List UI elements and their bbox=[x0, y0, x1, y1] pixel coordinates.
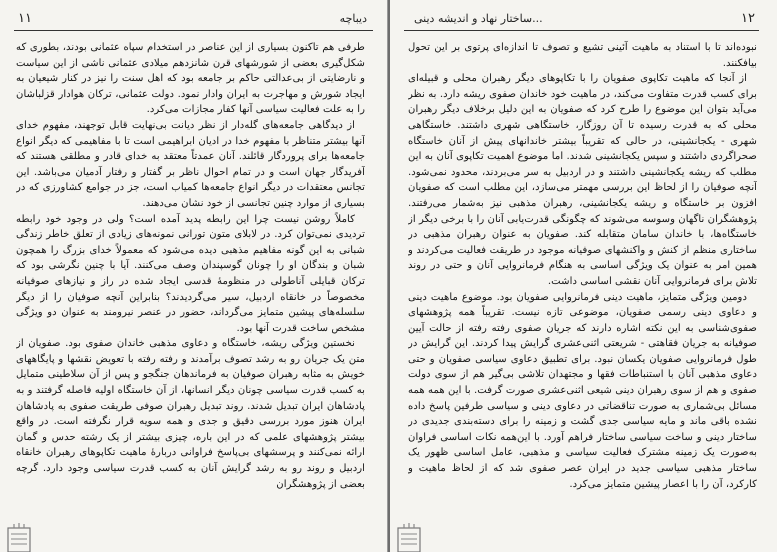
paragraph: نخستین ویژگی ریشه، خاستگاه و دعاوی مذهبی خاندان صفوی بود. صفویان از متن یک جریان رو به رشد تصوف برآمدند و رفته رفته با تعویض نقشها و پایگاههای خویش به مثابه رهبران صوفیان به فرماندهان جنگجو و پس از آن سلاطینی متمایل به کسب قدرت سیاسی چونان دیگر انسانها، از آن خاستگاه اولیه فاصله گرفتند و به پادشاهان ایران تبدیل شدند. روند تبدیل رهبران صوفی طریقت صفوی به پادشاهان ایران هنوز مورد بررسی دقیق و جدی و همه سویه قرار نگرفته است. در واقع بیشتر پژوهشهای علمی که در این باره، چیزی بیشتر از یک رشته حدس و گمان ارائه نمی‌کنند و پرسشهای بی‌پاسخ فراوانی دربارهٔ ماهیت تکاپوهای رهبران خانقاه اردبیل و روند رو به رشد گرایش آنان به کسب قدرت سیاسی وجود دارد. گرچه بعضی از پژوهشگران bbox=[16, 338, 365, 490]
page-number: ۱۲ bbox=[741, 10, 755, 26]
running-title: ساختار نهاد و اندیشه دینی... bbox=[414, 11, 543, 25]
page-number: ۱۱ bbox=[18, 10, 32, 26]
paragraph: طرفی هم تاکنون بسیاری از این عناصر در استخدام سپاه عثمانی بودند، بطوری که شکل‌گیری بعضی از شورشهای قرن شانزدهم میلادی عثمانی ناشی از این سیاست و نارضایتی از بی‌عدالتی حاکم بر جامعه بود که اهل سنت را نیز در کنار شیعیان به ایجاد شورش و مهاجرت به ایران وادار نمود. دولت عثمانی، ترکان هوادار قزلباشان را به علت فعالیت سیاسی آنها کفار مجازات می‌کرد. bbox=[16, 42, 365, 116]
paragraph: نبوده‌اند تا با استناد به ماهیت آئینی تشیع و تصوف تا اندازه‌ای پرتوی بر این تحول بیافکنند. bbox=[408, 42, 757, 69]
library-stamp-icon bbox=[6, 522, 32, 552]
paragraph: دومین ویژگی متمایز، ماهیت دینی فرمانروایی صفویان بود. موضوع ماهیت دینی و دعاوی دینی رسمی صفویان، موضوعی تازه نیست. تقریباً همه پژوهشهای صفوی‌شناسی به این نکته اشاره دارند که جریان صفوی رفته رفته از حالت آیین صوفیانه به جریان فقاهتی - شریعتی اثنی‌عشری گرایش پیدا کردند. این گرایش در طول فرمانروایی صفویان یکسان نبود. برای تطبیق دعاوی سیاسی صفویان و حتی دعاوی مذهبی آنان با استنباطات فقها و مجتهدان تلاشی بی‌گیر هم از سوی دولت صفوی و هم از سوی رهبران دینی شیعی اثنی‌عشری صورت گرفت. با این همه همه مسائل بی‌شماری به صورت تناقضاتی در دعاوی دینی و سیاسی طرفین پاسخ داده نشده باقی ماند و مایه سیاسی جدی گشت و زمینه را برای دسته‌بندی جدیدی در ساختار دینی و ساخت سیاسی ساختار فراهم آورد. با این‌همه نکات اساسی فراوان به‌صورت یک زمینه مشترک فعالیت سیاسی و مذهبی، عامل اساسی ظهور یک ساختار مذهبی سیاسی جدید در ایران عصر صفوی شد که از لحاظ ماهیت و کارکرد، آن را با اعصار پیشین متمایز می‌کرد. bbox=[408, 291, 757, 490]
header-rule bbox=[404, 30, 759, 31]
paragraph: از دیدگاهی جامعه‌های گله‌دار از نظر دیانت بی‌نهایت قابل توجهند، مفهوم خدای آنها بیشتر متناظر با مفهوم خدا در ادیان ابراهیمی است تا با مفاهیمی که دیگر انواع جامعه‌ها برای پروردگار قائلند. آنان عمدتاً معتقد به خدای قادر و مطلقی هستند که آفریدگار جهان است و در تمام احوال ناظر بر گفتار و رفتار آدمیان می‌باشد. این تجانس معتقدات در دیگر انواع جامعه‌ها کمیاب است، جز در جوامع کشاورزی که در بسیاری از موارد چنین تجانسی از خود نشان می‌دهند. bbox=[16, 119, 365, 209]
page-body bbox=[408, 40, 757, 538]
header-rule bbox=[14, 30, 373, 31]
page-header bbox=[404, 8, 759, 28]
page-body bbox=[16, 40, 365, 538]
running-title: دیباچه bbox=[339, 11, 367, 25]
left-page bbox=[0, 0, 388, 552]
paragraph: کاملاً روشن نیست چرا این رابطه پدید آمده است؟ ولی در وجود خود رابطه تردیدی نمی‌توان کرد. در لابلای متون تورانی نمونه‌های زیادی از تعلق خاطر زندگی شبانی به این گونه مفاهیم مذهبی دیده می‌شود که معمولاً خدای بزرگ را همچون شبان و بندگان او را چونان گوسپندان وصف می‌کنند. آیا با چنین نگرشی بود که ترکان قبایلی آناطولی در منظومهٔ قدسی ایجاد شده در راز و نیازهای صوفیانه مخصوصاً در خانقاه اردبیل، سیر می‌گردیدند؟ بنابراین آنچه صوفیان را از دیگر سلسله‌های پیشین متمایز می‌گرداند، حضور در عنصر نیرومند به عنوان دو ویژگی مشخص ساخت قدرت آنها بود. bbox=[16, 213, 365, 334]
right-page bbox=[390, 0, 777, 552]
page-header bbox=[14, 8, 373, 28]
library-stamp-icon bbox=[396, 522, 422, 552]
paragraph: از آنجا که ماهیت تکاپوی صفویان را با تکاپوهای دیگر رهبران محلی و قبیله‌ای برای کسب قدرت متفاوت می‌کند، در ماهیت خود خاندان صفوی ریشه دارد. به نظر می‌آید بتوان این موضوع را طرح کرد که صفویان به این دلیل برخلاف دیگر رهبران محلی که به قدرت رسیده تا آن روزگار، خاستگاهی شهری داشتند. خاستگاهی شهری - یکجانشینی، در حالی که تقریباً بیشتر خاندانهای پیش از آنان خاستگاه صحراگردی داشتند و سپس یکجانشینی شدند. اما موضوع اهمیت تکاپوی آنان به این مطلب که ریشه یکجانشینی داشتند و در اردبیل به سر می‌بردند، محدود نمی‌شود. آنچه صوفیان را از لحاظ این بررسی مهمتر می‌سازد، این مطلب است که صفویان افزون بر خاستگاه و ریشه یکجانشینی، رهبران مذهبی نیز به‌شمار می‌رفتند. پژوهشگران ناگهان وسوسه می‌شوند که چگونگی قدرت‌یابی آنان را با برخی دیگر از خاستگاه‌ها، با خاندان سامان متقابله کند. صفویان به عنوان رهبران مذهبی در ساختاری منظم از کنش و واکنشهای صوفیانه موجود در طریقت فعالیت می‌کردند و همین امر به عنوان یک ویژگی اساسی به هنگام فرمانروایی آنان و حتی در روند تلاش برای فرمانروایی آنان نقشی اساسی داشت. bbox=[408, 73, 757, 287]
